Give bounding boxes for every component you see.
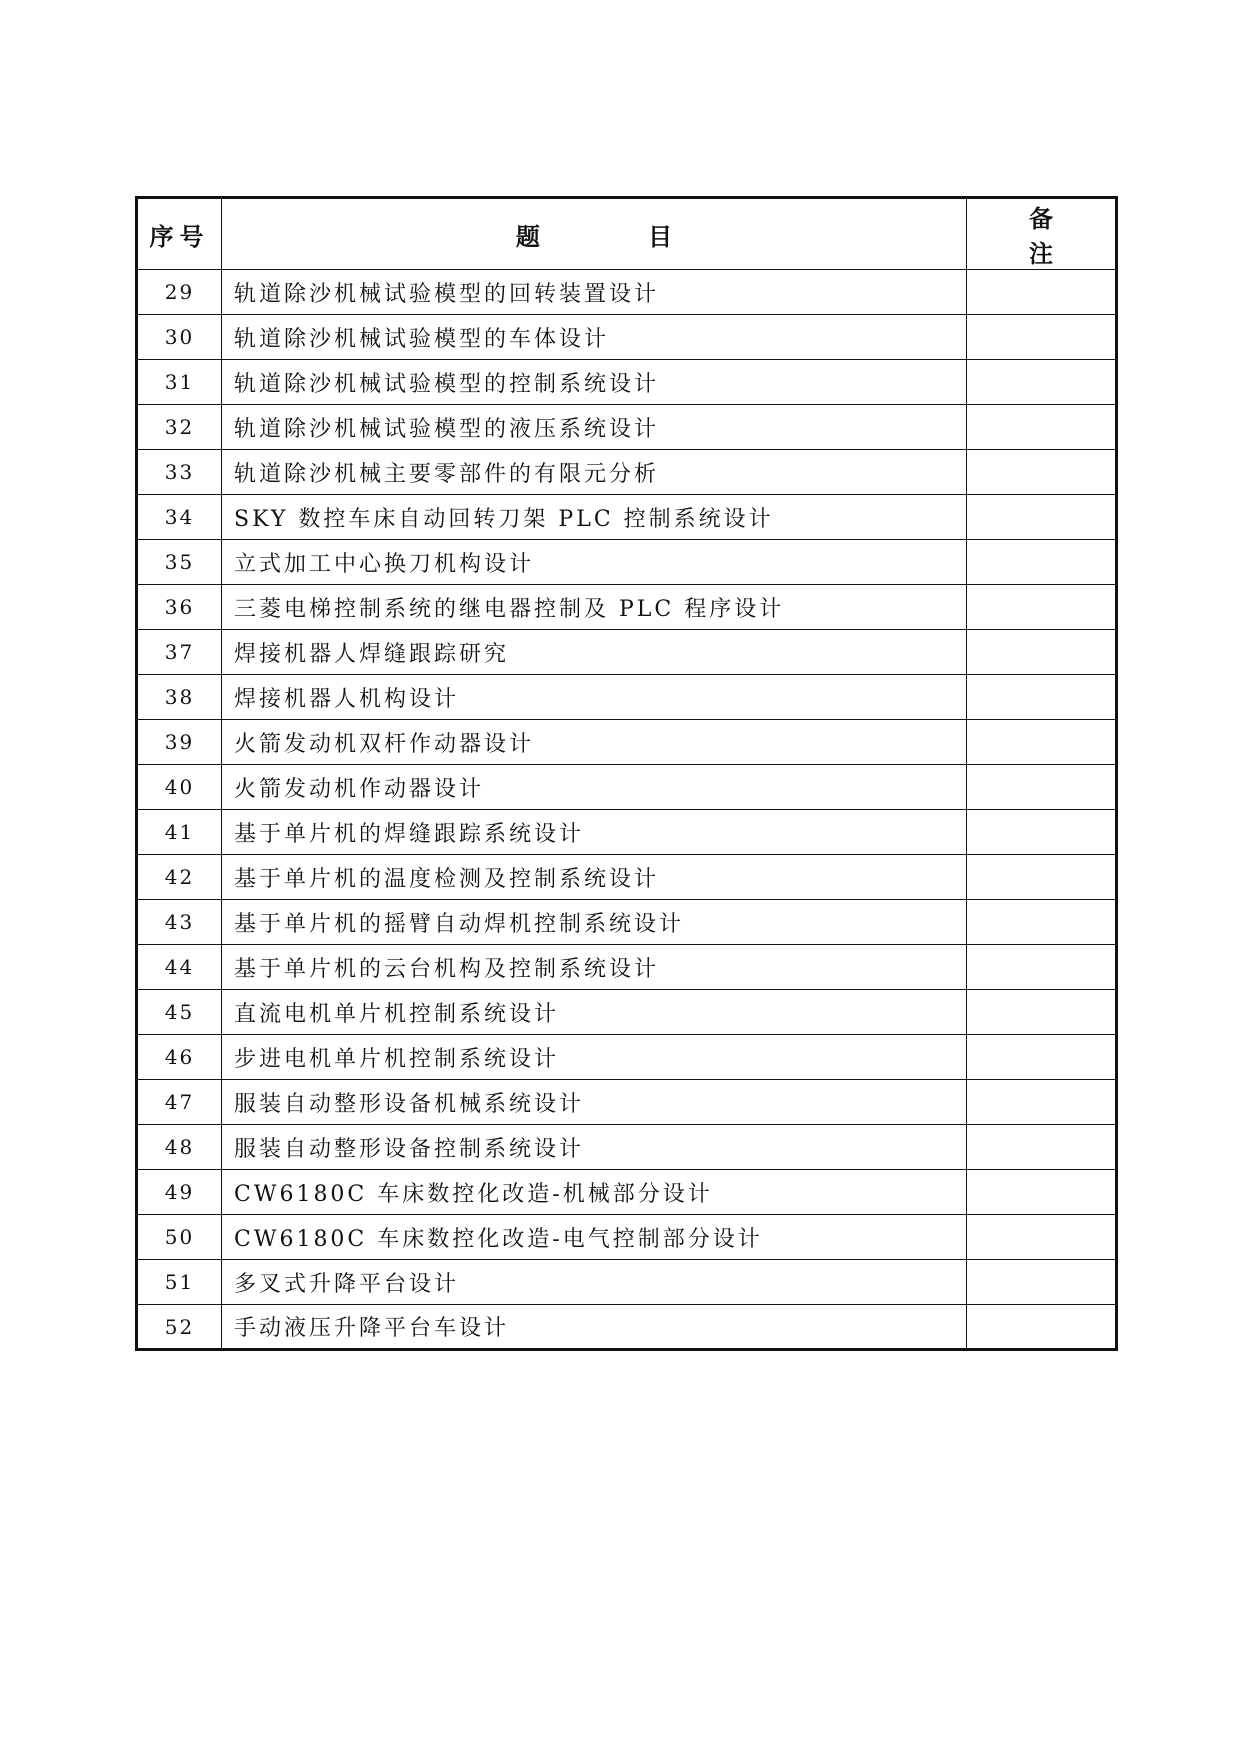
table-header — [137, 198, 1117, 270]
table-row — [137, 405, 1117, 450]
table-row — [137, 1260, 1117, 1305]
table-row — [137, 720, 1117, 765]
row-note — [967, 540, 1117, 585]
table-row — [137, 855, 1117, 900]
table-row — [137, 630, 1117, 675]
row-title: 轨道除沙机械试验模型的回转装置设计 — [222, 270, 967, 315]
row-number: 30 — [137, 315, 222, 360]
row-title: 焊接机器人机构设计 — [222, 675, 967, 720]
row-title: 基于单片机的温度检测及控制系统设计 — [222, 855, 967, 900]
row-number: 49 — [137, 1170, 222, 1215]
row-note — [967, 1260, 1117, 1305]
table-row — [137, 360, 1117, 405]
row-number: 36 — [137, 585, 222, 630]
row-number: 41 — [137, 810, 222, 855]
header-title: 题 目 — [222, 198, 967, 270]
row-note — [967, 810, 1117, 855]
row-number: 34 — [137, 495, 222, 540]
row-title: CW6180C 车床数控化改造-电气控制部分设计 — [222, 1215, 967, 1260]
row-title: 轨道除沙机械试验模型的控制系统设计 — [222, 360, 967, 405]
row-note — [967, 675, 1117, 720]
row-title: 多叉式升降平台设计 — [222, 1260, 967, 1305]
row-title: 轨道除沙机械主要零部件的有限元分析 — [222, 450, 967, 495]
row-number: 40 — [137, 765, 222, 810]
row-note — [967, 360, 1117, 405]
row-number: 39 — [137, 720, 222, 765]
table-row — [137, 1035, 1117, 1080]
table-row — [137, 450, 1117, 495]
table-body — [137, 270, 1117, 1350]
table-row — [137, 945, 1117, 990]
table-row — [137, 495, 1117, 540]
row-number: 47 — [137, 1080, 222, 1125]
row-title: 服装自动整形设备机械系统设计 — [222, 1080, 967, 1125]
document-page — [135, 196, 1115, 1351]
row-title: 焊接机器人焊缝跟踪研究 — [222, 630, 967, 675]
row-title: 立式加工中心换刀机构设计 — [222, 540, 967, 585]
row-note — [967, 900, 1117, 945]
row-note — [967, 1305, 1117, 1350]
row-note — [967, 945, 1117, 990]
row-note — [967, 1080, 1117, 1125]
row-number: 50 — [137, 1215, 222, 1260]
row-number: 46 — [137, 1035, 222, 1080]
table-row — [137, 315, 1117, 360]
row-note — [967, 1035, 1117, 1080]
header-number: 序号 — [137, 198, 222, 270]
row-number: 52 — [137, 1305, 222, 1350]
row-note — [967, 1215, 1117, 1260]
table-row — [137, 1215, 1117, 1260]
table-row — [137, 1305, 1117, 1350]
row-title: 基于单片机的摇臂自动焊机控制系统设计 — [222, 900, 967, 945]
table-row — [137, 1080, 1117, 1125]
row-title: 火箭发动机作动器设计 — [222, 765, 967, 810]
table-row — [137, 585, 1117, 630]
row-title: 三菱电梯控制系统的继电器控制及 PLC 程序设计 — [222, 585, 967, 630]
row-title: 直流电机单片机控制系统设计 — [222, 990, 967, 1035]
table-row — [137, 675, 1117, 720]
row-note — [967, 495, 1117, 540]
topics-table — [135, 196, 1118, 1351]
row-title: 手动液压升降平台车设计 — [222, 1305, 967, 1350]
row-note — [967, 855, 1117, 900]
table-row — [137, 1125, 1117, 1170]
row-title: 步进电机单片机控制系统设计 — [222, 1035, 967, 1080]
table-row — [137, 1170, 1117, 1215]
row-number: 37 — [137, 630, 222, 675]
header-note: 备 注 — [967, 198, 1117, 270]
row-title: 服装自动整形设备控制系统设计 — [222, 1125, 967, 1170]
table-row — [137, 765, 1117, 810]
row-number: 38 — [137, 675, 222, 720]
row-title: CW6180C 车床数控化改造-机械部分设计 — [222, 1170, 967, 1215]
row-note — [967, 315, 1117, 360]
table-row — [137, 900, 1117, 945]
row-note — [967, 720, 1117, 765]
row-number: 32 — [137, 405, 222, 450]
table-row — [137, 540, 1117, 585]
row-note — [967, 1125, 1117, 1170]
row-note — [967, 765, 1117, 810]
table-row — [137, 990, 1117, 1035]
row-note — [967, 405, 1117, 450]
row-note — [967, 450, 1117, 495]
row-note — [967, 270, 1117, 315]
row-note — [967, 630, 1117, 675]
row-number: 29 — [137, 270, 222, 315]
row-number: 44 — [137, 945, 222, 990]
row-note — [967, 1170, 1117, 1215]
row-title: SKY 数控车床自动回转刀架 PLC 控制系统设计 — [222, 495, 967, 540]
row-note — [967, 585, 1117, 630]
row-number: 43 — [137, 900, 222, 945]
row-note — [967, 990, 1117, 1035]
row-number: 48 — [137, 1125, 222, 1170]
header-row — [137, 198, 1117, 270]
row-number: 31 — [137, 360, 222, 405]
row-number: 45 — [137, 990, 222, 1035]
row-number: 35 — [137, 540, 222, 585]
row-title: 轨道除沙机械试验模型的车体设计 — [222, 315, 967, 360]
row-number: 51 — [137, 1260, 222, 1305]
table-row — [137, 270, 1117, 315]
table-row — [137, 810, 1117, 855]
row-title: 基于单片机的焊缝跟踪系统设计 — [222, 810, 967, 855]
row-number: 42 — [137, 855, 222, 900]
row-title: 轨道除沙机械试验模型的液压系统设计 — [222, 405, 967, 450]
row-number: 33 — [137, 450, 222, 495]
row-title: 火箭发动机双杆作动器设计 — [222, 720, 967, 765]
row-title: 基于单片机的云台机构及控制系统设计 — [222, 945, 967, 990]
